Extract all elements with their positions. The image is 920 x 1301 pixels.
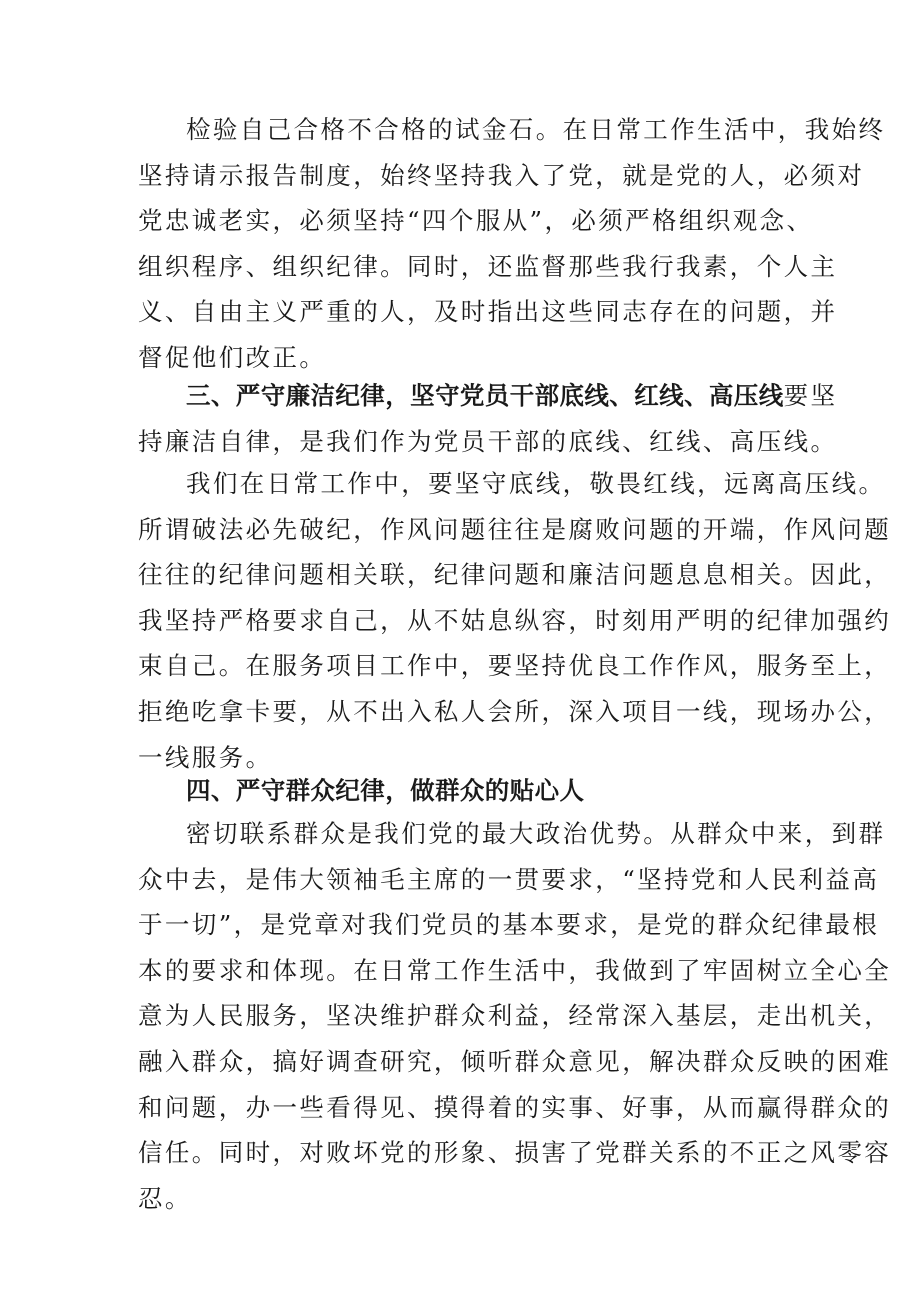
paragraph-continued	[138, 107, 886, 381]
section-3	[138, 373, 838, 464]
paragraph-line: 我们在日常工作中，要坚守底线，敬畏红线，远离高压线。	[186, 469, 886, 498]
paragraph-line: 往往的纪律问题相关联，纪律问题和廉洁问题息息相关。因此，	[138, 560, 892, 590]
paragraph-masses	[138, 811, 892, 1221]
section-4-heading-line	[138, 768, 788, 814]
paragraph-line: 一线服务。	[138, 742, 273, 772]
paragraph-line: 意为人民服务，坚决维护群众利益，经常深入基层，走出机关，	[138, 1001, 892, 1031]
paragraph-line: 持廉洁自律，是我们作为党员干部的底线、红线、高压线。	[138, 426, 838, 456]
paragraph-line: 组织程序、组织纪律。同时，还监督那些我行我素，个人主	[138, 251, 838, 281]
paragraph-discipline	[138, 461, 892, 780]
paragraph-line: 于一切”，是党章对我们党员的基本要求，是党的群众纪律最根	[138, 910, 880, 940]
section-3-heading-line	[138, 373, 838, 419]
paragraph-line: 党忠诚老实，必须坚持“四个服从”，必须严格组织观念、	[138, 206, 814, 236]
section-3-heading: 三、严守廉洁纪律，坚守党员干部底线、红线、高压线	[186, 381, 784, 410]
section-4	[138, 768, 788, 814]
section-4-heading: 四、严守群众纪律，做群众的贴心人	[186, 776, 585, 805]
paragraph-line: 坚持请示报告制度，始终坚持我入了党，就是党的人，必须对	[138, 160, 865, 190]
paragraph-line: 和问题，办一些看得见、摸得着的实事、好事，从而赢得群众的	[138, 1092, 892, 1122]
paragraph-line: 信任。同时，对败坏党的形象、损害了党群关系的不正之风零容	[138, 1138, 892, 1168]
paragraph-line: 督促他们改正。	[138, 342, 327, 372]
paragraph-line: 忍。	[138, 1183, 192, 1213]
paragraph-line: 本的要求和体现。在日常工作生活中，我做到了牢固树立全心全	[138, 955, 892, 985]
paragraph-line: 拒绝吃拿卡要，从不出入私人会所，深入项目一线，现场办公，	[138, 696, 892, 726]
section-3-heading-tail: 要坚	[783, 381, 838, 410]
paragraph-line: 我坚持严格要求自己，从不姑息纵容，时刻用严明的纪律加强约	[138, 605, 892, 635]
paragraph-line: 所谓破法必先破纪，作风问题往往是腐败问题的开端，作风问题	[138, 514, 892, 544]
paragraph-line: 束自己。在服务项目工作中，要坚持优良工作作风，服务至上，	[138, 651, 892, 681]
paragraph-line: 众中去，是伟大领袖毛主席的一贯要求，“坚持党和人民利益高	[138, 864, 880, 894]
paragraph-line: 密切联系群众是我们党的最大政治优势。从群众中来，到群	[186, 819, 886, 848]
paragraph-line: 融入群众，搞好调查研究，倾听群众意见，解决群众反映的困难	[138, 1046, 892, 1076]
paragraph-line: 检验自己合格不合格的试金石。在日常工作生活中，我始终	[186, 115, 886, 144]
paragraph-line: 义、自由主义严重的人，及时指出这些同志存在的问题，并	[138, 297, 838, 327]
